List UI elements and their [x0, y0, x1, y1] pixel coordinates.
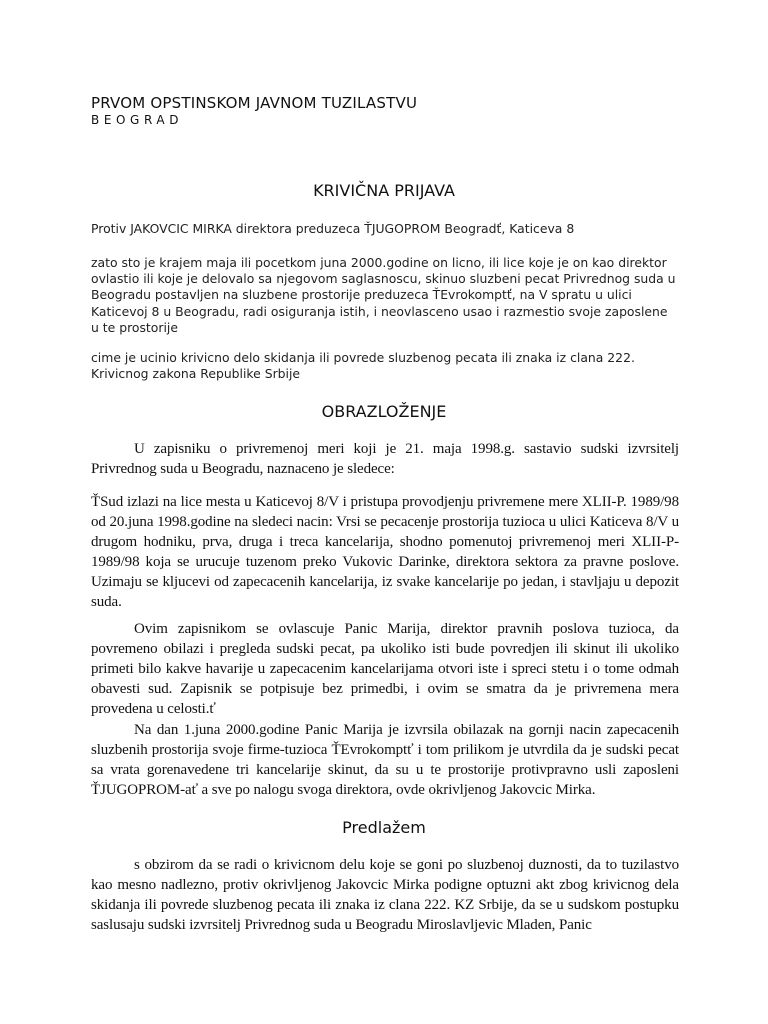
- reasoning-paragraph-1: U zapisniku o privremenoj meri koji je 21. maja 1998.g. sastavio sudski izvrsitelj Privrednog suda u Beogradu, naznaceno je sledece:: [91, 441, 679, 477]
- reasoning-paragraph-4: Na dan 1.juna 2000.godine Panic Marija je izvrsila obilazak na gornji nacin zapecacenih sluzbenih prostorija svoje firme-tuzioca ŤEvrokomptť i tom prilikom je utvrdila da je sudski pecat sa vrata gorenavedene tri kancelarije skinut, da su u te prostorije protivpravno usli zaposleni ŤJUGOPROM-ať a sve po nalogu svoga direktora, ovde okrivljenog Jakovcic Mirka.: [91, 722, 679, 798]
- reasoning-paragraph-3: Ovim zapisnikom se ovlascuje Panic Marija, direktor pravnih poslova tuzioca, da povremeno obilazi i pregleda sudski pecat, pa ukoliko isti bude povredjen ili skinut ili ukoliko primeti bilo kakve havarije u zapecacenim kancelarijama otvori iste i spreci stetu i o tome odmah obavesti sud. Zapisnik se potpisuje bez primedbi, i ovim se smatra da je privremena mera provedena u celosti.ť: [91, 621, 679, 717]
- reasoning-paragraph-2: ŤSud izlazi na lice mesta u Katicevoj 8/V i pristupa provodjenju privremene mere XLII-P. 1989/98 od 20.juna 1998.godine na sledeci nacin: Vrsi se pecacenje prostorija tuzioca u ulici Katiceva 8/V u drugom hodniku, prva, druga i treca kancelarija, shodno pomenutoj privremenoj meri XLII-P-1989/98 koja se urucuje tuzenom preko Vukovic Darinke, direktora sektora za pravne poslove. Uzimaju se kljucevi od zapecacenih kancelarija, iz svake kancelarije po jedan, i stavljaju u depozit suda.: [91, 494, 679, 610]
- charge-paragraph-1: zato sto je krajem maja ili pocetkom juna 2000.godine on licno, ili lice koje je on kao direktor ovlastio ili koje je delovalo sa njegovom saglasnoscu, skinuo sluzbeni pecat Privrednog suda u Beogradu postavljen na sluzbene prostorije preduzeca ŤEvrokomptť, na V spratu u ulici Katicevoj 8 u Beogradu, radi osiguranja istih, i neovlasceno usao i razmestio svoje zaposlene u te prostorije: [91, 255, 676, 335]
- recipient-city: BEOGRAD: [91, 113, 184, 127]
- recipient-heading: PRVOM OPSTINSKOM JAVNOM TUZILASTVU: [91, 94, 418, 112]
- charge-paragraph-2: cime je ucinio krivicno delo skidanja ili povrede sluzbenog pecata ili znaka iz clana 222. Krivicnog zakona Republike Srbije: [91, 350, 635, 382]
- proposal-paragraph: s obzirom da se radi o krivicnom delu koje se goni po sluzbenoj duznosti, da to tuzilastvo kao mesno nadlezno, protiv okrivljenog Jakovcic Mirka podigne optuzni akt zbog krivicnog dela skidanja ili povrede sluzbenog pecata ili znaka iz clana 222. KZ Srbije, da se u sudskom postupku saslusaju sudski izvrsitelj Privrednog suda u Beogradu Miroslavljevic Mladen, Panic: [91, 857, 679, 933]
- proposal-heading: Predlažem: [342, 818, 426, 837]
- document-title: KRIVIČNA PRIJAVA: [313, 181, 455, 200]
- reasoning-heading: OBRAZLOŽENJE: [321, 402, 447, 421]
- against-line: Protiv JAKOVCIC MIRKA direktora preduzeca ŤJUGOPROM Beogradť, Katiceva 8: [91, 221, 575, 236]
